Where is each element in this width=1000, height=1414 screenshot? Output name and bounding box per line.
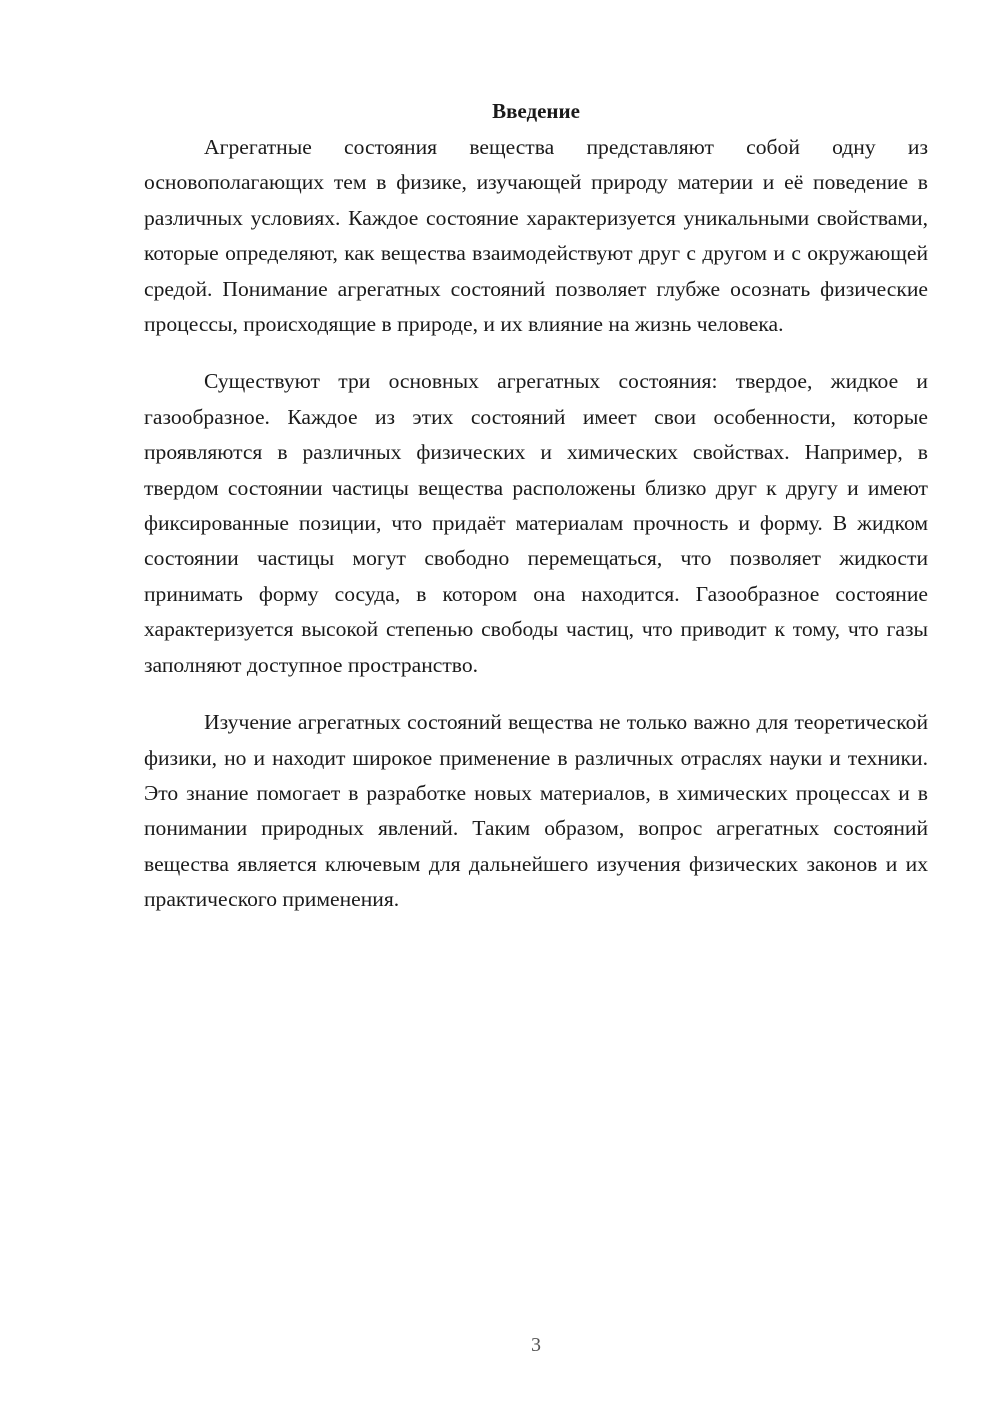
page-number: 3 (531, 1334, 541, 1356)
paragraph-1: Агрегатные состояния вещества представляют собой одну из основополагающих тем в физике, изучающей природу материи и её поведение в различных условиях. Каждое состояние характеризуется уникальными свойствами, которые определяют, как вещества взаимодействуют друг с другом и с окружающей средой. Понимание агрегатных состояний позволяет глубже осознать физические процессы, происходящие в природе, и их влияние на жизнь человека. (144, 135, 928, 337)
paragraph-3: Изучение агрегатных состояний вещества не только важно для теоретической физики, но и находит широкое применение в различных отраслях науки и техники. Это знание помогает в разработке новых материалов, в химических процессах и в понимании природных явлений. Таким образом, вопрос агрегатных состояний вещества является ключевым для дальнейшего изучения физических законов и их практического применения. (144, 710, 928, 912)
document-body (144, 96, 928, 918)
section-title: Введение (492, 99, 580, 123)
paragraph-2: Существуют три основных агрегатных состояния: твердое, жидкое и газообразное. Каждое из этих состояний имеет свои особенности, которые проявляются в различных физических и химических свойствах. Например, в твердом состоянии частицы вещества расположены близко друг к другу и имеют фиксированные позиции, что придаёт материалам прочность и форму. В жидком состоянии частицы могут свободно перемещаться, что позволяет жидкости принимать форму сосуда, в котором она находится. Газообразное состояние характеризуется высокой степенью свободы частиц, что приводит к тому, что газы заполняют доступное пространство. (144, 369, 928, 677)
